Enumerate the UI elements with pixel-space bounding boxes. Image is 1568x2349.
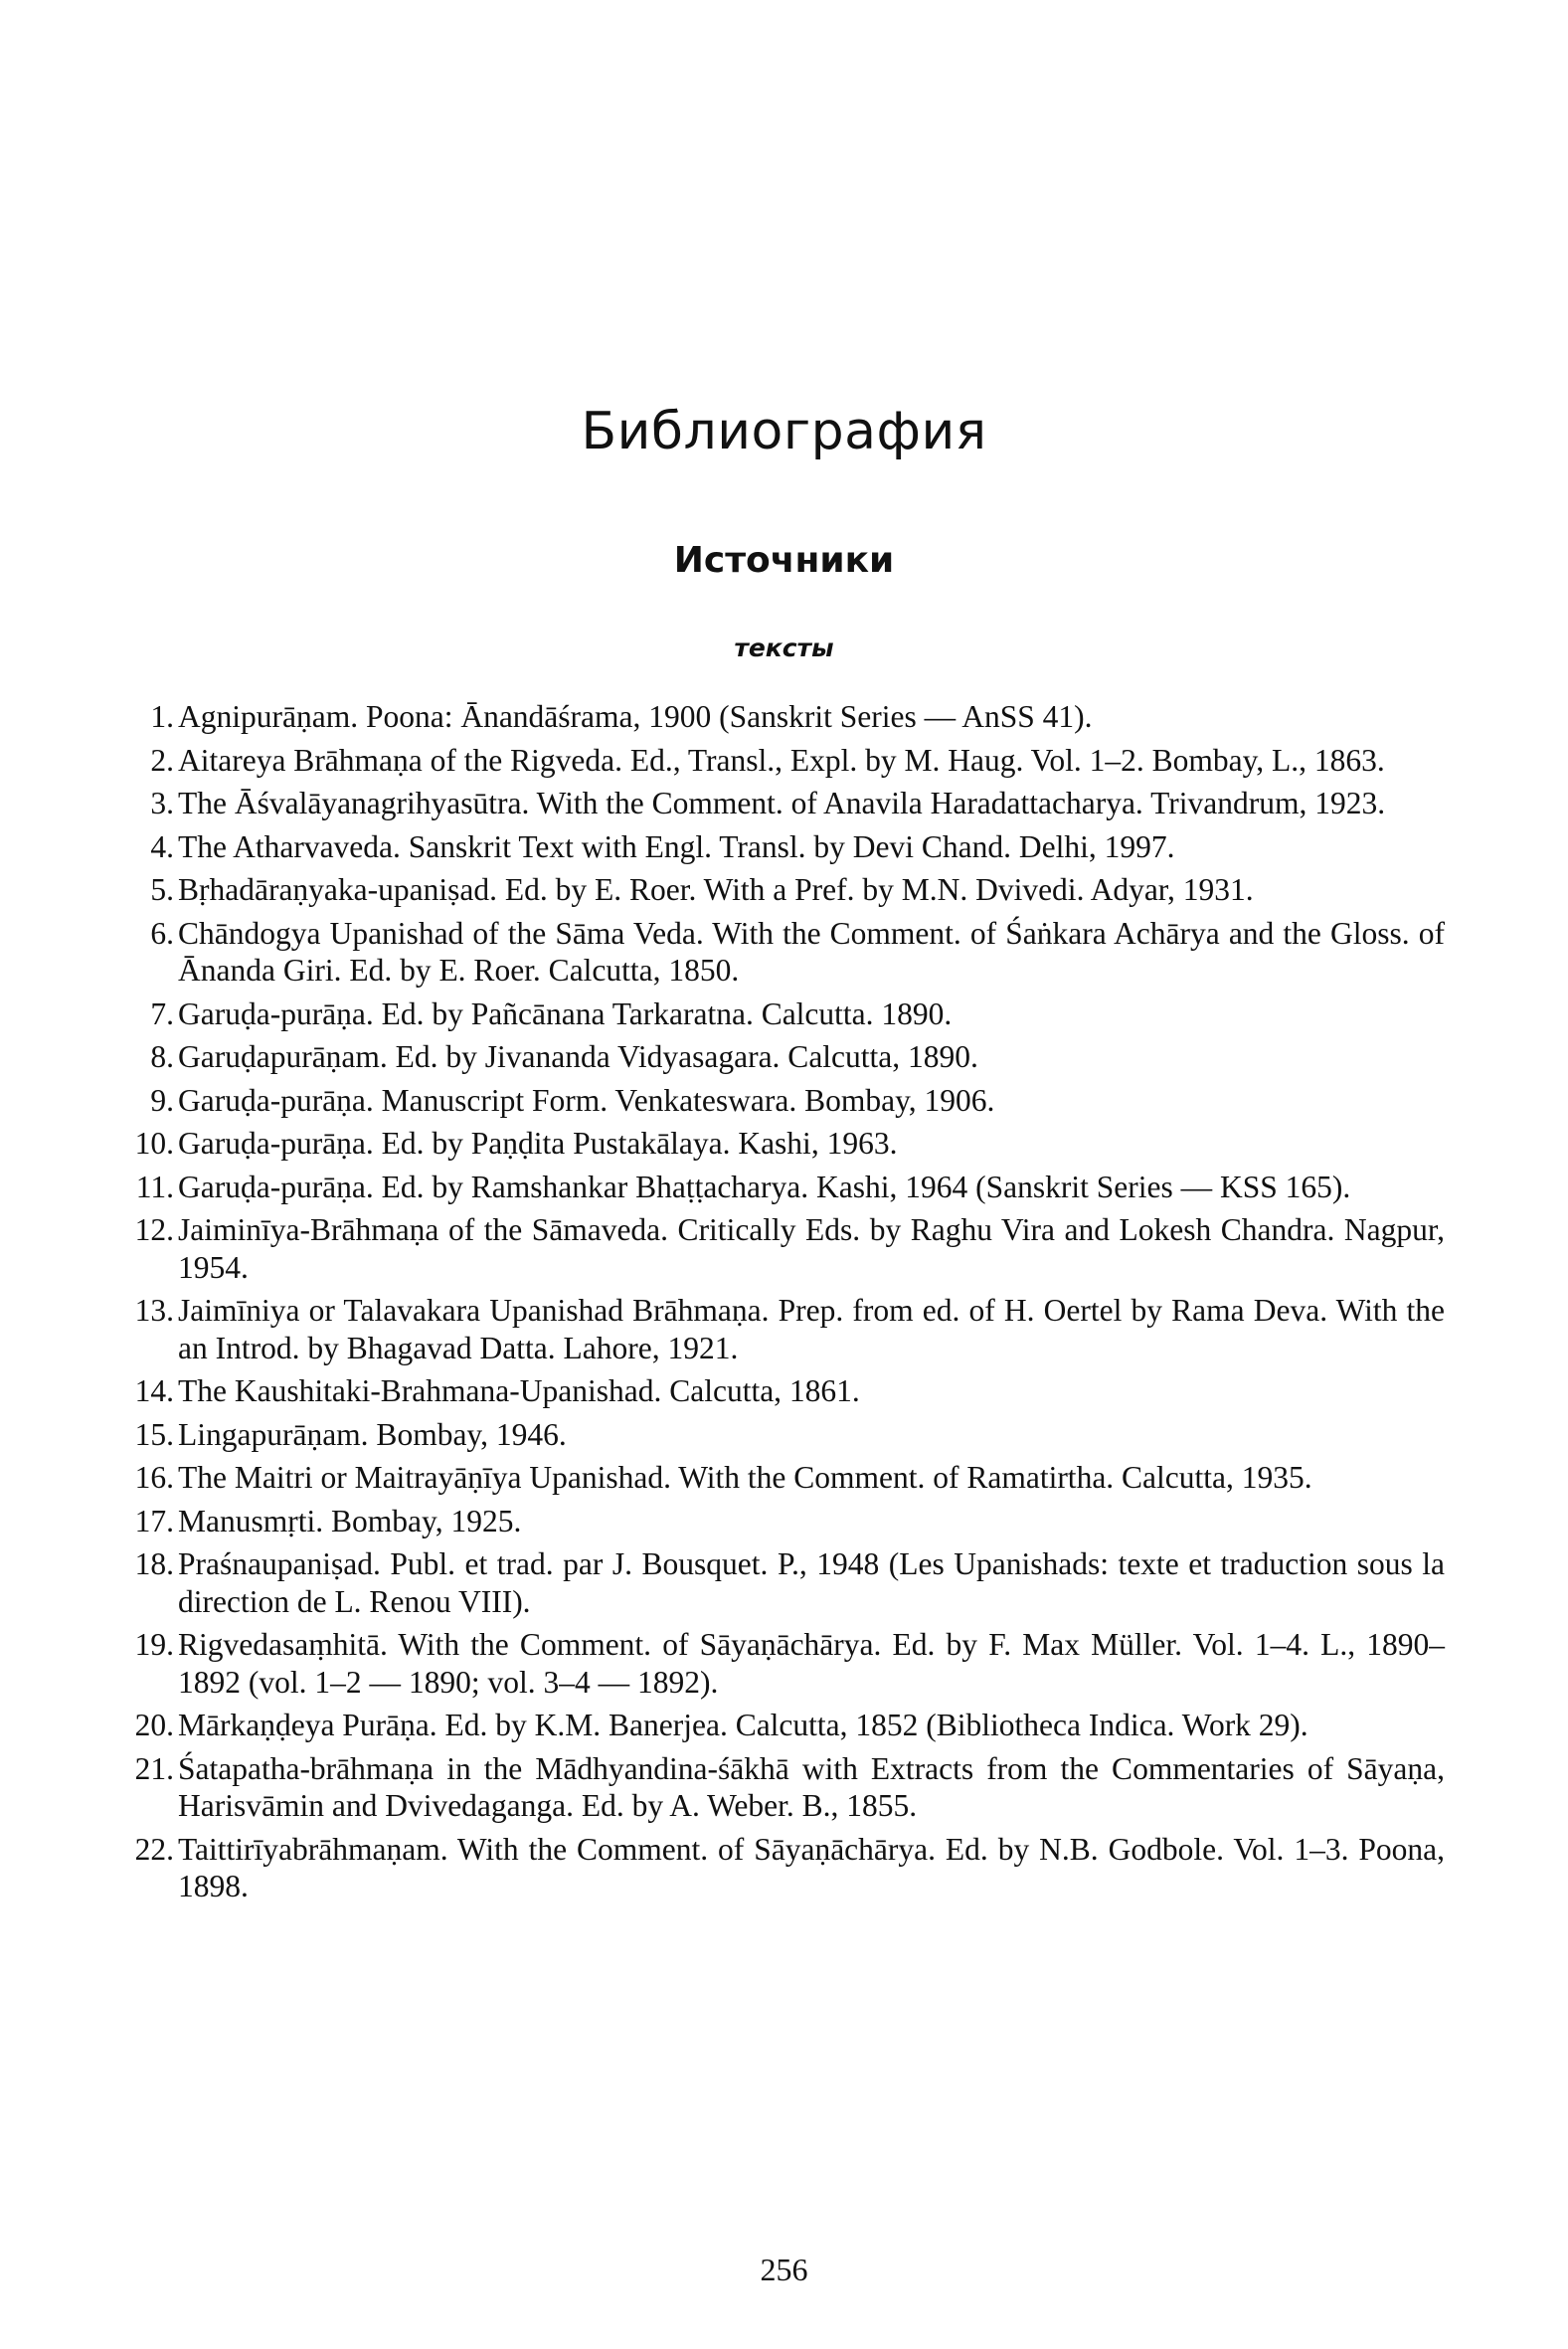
entry-text: Śatapatha-brāhmaṇa in the Mādhyandina-śākhā with Extracts from the Commentaries of Sāyaṇa, Harisvāmin and Dvivedaganga. Ed. by A. Weber. B., 1855. (178, 1750, 1445, 1823)
bibliography-entry (112, 828, 1445, 866)
entry-text: Garuḍapurāṇam. Ed. by Jivananda Vidyasagara. Calcutta, 1890. (178, 1039, 978, 1074)
entry-text: Jaiminīya-Brāhmaṇa of the Sāmaveda. Critically Eds. by Raghu Vira and Lokesh Chandra. Nagpur, 1954. (178, 1212, 1445, 1285)
entry-text: Praśnaupaniṣad. Publ. et trad. par J. Bousquet. P., 1948 (Les Upanishads: texte et traduction sous la direction de L. Renou VIII). (178, 1546, 1445, 1619)
bibliography-entry (112, 1503, 1445, 1540)
entry-number: 21. (134, 1750, 174, 1786)
bibliography-list (112, 698, 1445, 1911)
entry-text: The Kaushitaki-Brahmana-Upanishad. Calcutta, 1861. (178, 1373, 860, 1408)
entry-number: 17. (134, 1503, 174, 1538)
entry-text: Lingapurāṇam. Bombay, 1946. (178, 1416, 567, 1452)
entry-number: 15. (134, 1416, 174, 1452)
entry-number: 14. (134, 1373, 174, 1408)
entry-text: Garuḍa-purāṇa. Ed. by Ramshankar Bhaṭṭacharya. Kashi, 1964 (Sanskrit Series — KSS 165). (178, 1169, 1351, 1204)
bibliography-entry (112, 1707, 1445, 1744)
bibliography-entry (112, 1459, 1445, 1497)
entry-number: 1. (150, 699, 174, 734)
bibliography-entry (112, 1211, 1445, 1286)
entry-number: 3. (150, 786, 174, 820)
entry-text: Garuḍa-purāṇa. Manuscript Form. Venkateswara. Bombay, 1906. (178, 1082, 995, 1118)
subsection-heading: тексты (734, 633, 834, 662)
entry-number: 5. (150, 872, 174, 907)
entry-number: 2. (150, 742, 174, 778)
entry-text: The Maitri or Maitrayāṇīya Upanishad. With the Comment. of Ramatirtha. Calcutta, 1935. (178, 1460, 1312, 1495)
bibliography-entry (112, 1416, 1445, 1454)
bibliography-entry (112, 1038, 1445, 1076)
entry-number: 19. (134, 1627, 174, 1662)
entry-number: 16. (134, 1460, 174, 1495)
bibliography-entry (112, 995, 1445, 1033)
entry-number: 7. (150, 995, 174, 1031)
bibliography-entry (112, 1545, 1445, 1620)
page-title: Библиография (581, 402, 987, 461)
entry-number: 22. (134, 1831, 174, 1867)
entry-text: Agnipurāṇam. Poona: Ānandāśrama, 1900 (Sanskrit Series — AnSS 41). (178, 699, 1093, 734)
entry-text: Manusmṛti. Bombay, 1925. (178, 1503, 522, 1538)
entry-text: Rigvedasaṃhitā. With the Comment. of Sāyaṇāchārya. Ed. by F. Max Müller. Vol. 1–4. L., 1890–1892 (vol. 1–2 — 1890; vol. 3–4 — 1892). (178, 1627, 1445, 1700)
section-heading: Источники (673, 540, 895, 581)
bibliography-entry (112, 871, 1445, 909)
entry-text: Taittirīyabrāhmaṇam. With the Comment. of Sāyaṇāchārya. Ed. by N.B. Godbole. Vol. 1–3. Poona, 1898. (178, 1831, 1445, 1903)
entry-number: 6. (150, 915, 174, 951)
bibliography-entry (112, 1750, 1445, 1825)
entry-number: 8. (150, 1039, 174, 1074)
entry-text: Aitareya Brāhmaṇa of the Rigveda. Ed., Transl., Expl. by M. Haug. Vol. 1–2. Bombay, L., 1863. (178, 742, 1385, 778)
entry-number: 13. (134, 1293, 174, 1328)
bibliography-entry (112, 1292, 1445, 1366)
bibliography-entry (112, 698, 1445, 736)
entry-text: Mārkaṇḍeya Purāṇa. Ed. by K.M. Banerjea. Calcutta, 1852 (Bibliotheca Indica. Work 29). (178, 1708, 1308, 1742)
bibliography-entry (112, 785, 1445, 822)
entry-text: The Āśvalāyanagrihyasūtra. With the Comment. of Anavila Haradattacharya. Trivandrum, 1923. (178, 786, 1386, 820)
entry-number: 18. (134, 1546, 174, 1581)
bibliography-entry (112, 915, 1445, 990)
entry-number: 20. (134, 1708, 174, 1742)
entry-text: Jaimīniya or Talavakara Upanishad Brāhmaṇa. Prep. from ed. of H. Oertel by Rama Deva. With the an Introd. by Bhagavad Datta. Lahore, 1921. (178, 1293, 1445, 1365)
entry-text: Bṛhadāraṇyaka-upaniṣad. Ed. by E. Roer. With a Pref. by M.N. Dvivedi. Adyar, 1931. (178, 872, 1254, 907)
entry-text: Garuḍa-purāṇa. Ed. by Paṇḍita Pustakālaya. Kashi, 1963. (178, 1126, 898, 1161)
entry-number: 9. (150, 1082, 174, 1118)
entry-number: 10. (134, 1126, 174, 1161)
bibliography-entry (112, 1372, 1445, 1410)
bibliography-entry (112, 1831, 1445, 1905)
bibliography-entry (112, 1626, 1445, 1701)
bibliography-entry (112, 742, 1445, 780)
bibliography-entry (112, 1169, 1445, 1206)
bibliography-entry (112, 1125, 1445, 1163)
page-number: 256 (760, 2252, 808, 2287)
entry-text: Garuḍa-purāṇa. Ed. by Pañcānana Tarkaratna. Calcutta. 1890. (178, 995, 953, 1031)
entry-number: 12. (134, 1212, 174, 1247)
entry-number: 11. (135, 1169, 174, 1204)
entry-number: 4. (150, 828, 174, 864)
bibliography-entry (112, 1082, 1445, 1120)
entry-text: Chāndogya Upanishad of the Sāma Veda. With the Comment. of Śaṅkara Achārya and the Gloss. of Ānanda Giri. Ed. by E. Roer. Calcutta, 1850. (178, 915, 1445, 988)
entry-text: The Atharvaveda. Sanskrit Text with Engl. Transl. by Devi Chand. Delhi, 1997. (178, 828, 1175, 864)
